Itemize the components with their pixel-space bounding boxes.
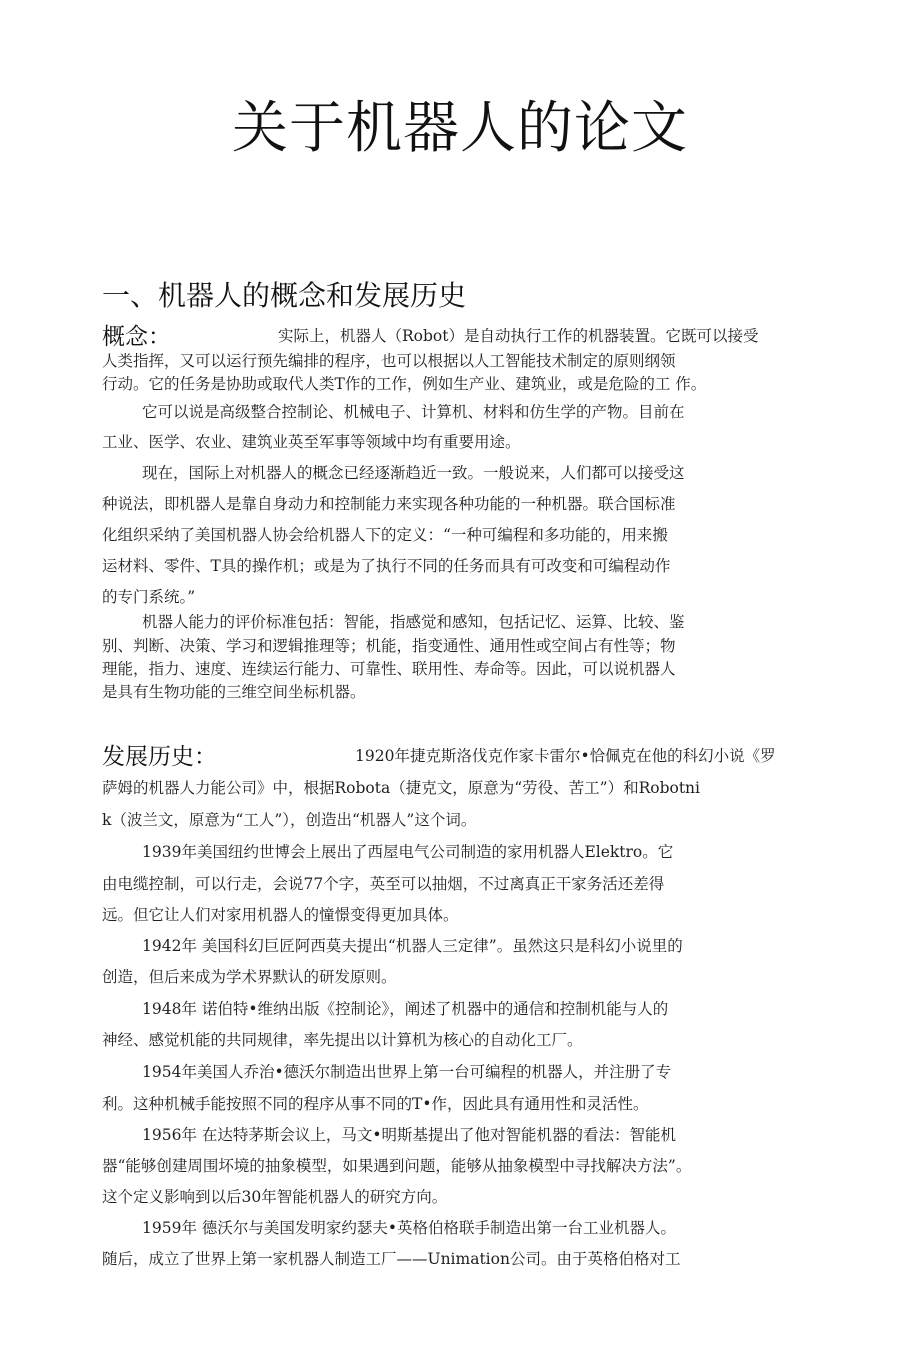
paragraph-line: 种说法，即机器人是靠自身动力和控制能力来实现各种功能的一种机器。联合国标准 bbox=[102, 495, 676, 513]
paragraph-line: 化组织采纳了美国机器人协会给机器人下的定义：“一种可编程和多功能的，用来搬 bbox=[102, 526, 668, 544]
paragraph-line: 它可以说是高级整合控制论、机械电子、计算机、材料和仿生学的产物。目前在 bbox=[142, 403, 685, 421]
history-label: 发展历史： bbox=[102, 744, 217, 770]
paragraph-line: 随后，成立了世界上第一家机器人制造工厂——Unimation公司。由于英格伯格对工 bbox=[102, 1250, 681, 1268]
paragraph-line: 由电缆控制，可以行走，会说77个字，英至可以抽烟，不过离真正干家务活还差得 bbox=[102, 875, 665, 893]
section-heading-1: 一、机器人的概念和发展历史 bbox=[102, 279, 467, 312]
paragraph-line: 萨姆的机器人力能公司》中，根据Robota（捷克文，原意为“劳役、苦工”）和Robotni bbox=[102, 779, 701, 797]
paragraph-line: 现在，国际上对机器人的概念已经逐渐趋近一致。一般说来，人们都可以接受这 bbox=[142, 464, 685, 482]
paragraph-line: 1956年 在达特茅斯会议上，马文•明斯基提出了他对智能机器的看法：智能机 bbox=[142, 1126, 677, 1144]
paragraph-line: 这个定义影响到以后30年智能机器人的研究方向。 bbox=[102, 1188, 448, 1206]
paragraph-line: 工业、医学、农业、建筑业英至军事等领域中均有重要用途。 bbox=[102, 433, 521, 451]
paragraph-line: 1939年美国纽约世博会上展出了西屋电气公司制造的家用机器人Elektro。它 bbox=[142, 843, 674, 861]
document-title: 关于机器人的论文 bbox=[232, 96, 688, 161]
paragraph-line: 神经、感觉机能的共同规律，率先提出以计算机为核心的自动化工厂。 bbox=[102, 1031, 583, 1049]
paragraph-line: 1954年美国人乔治•德沃尔制造出世界上第一台可编程的机器人，并注册了专 bbox=[142, 1063, 672, 1081]
paragraph-line: 实际上，机器人（Robot）是自动执行工作的机器装置。它既可以接受 bbox=[278, 327, 759, 345]
paragraph-line: 1942年 美国科幻巨匠阿西莫夫提出“机器人三定律”。虽然这只是科幻小说里的 bbox=[142, 937, 683, 955]
paragraph-line: 机器人能力的评价标准包括：智能，指感觉和感知，包括记忆、运算、比较、鉴 bbox=[142, 613, 685, 631]
paragraph-line: 人类指挥，又可以运行预先编排的程序，也可以根据以人工智能技术制定的原则纲领 bbox=[102, 352, 676, 370]
paragraph-line: 1959年 德沃尔与美国发明家约瑟夫•英格伯格联手制造出第一台工业机器人。 bbox=[142, 1219, 677, 1237]
paragraph-line: 运材料、零件、T具的操作机；或是为了执行不同的任务而具有可改变和可编程动作 bbox=[102, 557, 671, 575]
paragraph-line: 是具有生物功能的三维空间坐标机器。 bbox=[102, 683, 366, 701]
paragraph-line: 远。但它让人们对家用机器人的憧憬变得更加具体。 bbox=[102, 906, 459, 924]
paragraph-line: 别、判断、决策、学习和逻辑推理等；机能，指变通性、通用性或空间占有性等；物 bbox=[102, 637, 676, 655]
paragraph-line: 1948年 诺伯特•维纳出版《控制论》，阐述了机器中的通信和控制机能与人的 bbox=[142, 1000, 669, 1018]
paragraph-line: 行动。它的任务是协助或取代人类T作的工作，例如生产业、建筑业，或是危险的工 作。 bbox=[102, 375, 707, 393]
paragraph-line: 利。这种机械手能按照不同的程序从事不同的T•作，因此具有通用性和灵活性。 bbox=[102, 1095, 649, 1113]
paragraph-line: 理能，指力、速度、连续运行能力、可靠性、联用性、寿命等。因此，可以说机器人 bbox=[102, 660, 676, 678]
paragraph-line: 1920年捷克斯洛伐克作家卡雷尔•恰佩克在他的科幻小说《罗 bbox=[355, 747, 776, 765]
paragraph-line: 的专门系统。” bbox=[102, 588, 196, 606]
paragraph-line: 器“能够创建周围坏境的抽象模型，如果遇到问题，能够从抽象模型中寻找解决方法”。 bbox=[102, 1157, 692, 1175]
concept-label: 概念： bbox=[102, 324, 171, 350]
paragraph-line: 创造，但后来成为学术界默认的研发原则。 bbox=[102, 968, 397, 986]
paragraph-line: k（波兰文，原意为“工人”），创造出“机器人”这个词。 bbox=[102, 811, 477, 829]
